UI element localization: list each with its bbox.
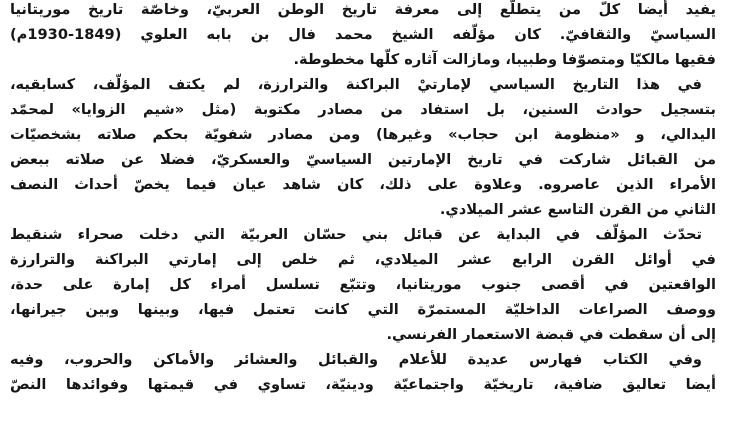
text-line: من القبائل شاركت في تاريخ الإمارتين السياسيّ والعسكريّ، فضلا عن صلاته ببعض <box>10 151 716 168</box>
text-line: أيضا تعاليق ضافية، تاريخيّة واجتماعيّة ودينيّة، تساوي في قيمتها وفوائدها النصّ <box>10 376 716 393</box>
text-line: في أوائل القرن الرابع عشر الميلادي، ثم خلص إلى إمارتي البراكنة والترارزة <box>10 251 716 268</box>
text-line: إلى أن سقطت في قبضة الاستعمار الفرنسي. <box>386 326 716 343</box>
text-line: ووصف الصراعات الداخليّة المستمرّة التي كانت تعتمل فيها، وبينها وبين جيرانها، <box>10 301 716 318</box>
text-line: وفي الكتاب فهارس عديدة للأعلام والقبائل والعشائر والأماكن والحروب، وفيه <box>10 351 702 368</box>
paragraph-1 <box>10 0 716 72</box>
paragraph-3 <box>10 222 716 347</box>
text-line: الأمراء الذين عاصروه. وعلاوة على ذلك، كان شاهد عيان فيما يخصّ أحداث النصف <box>10 176 716 193</box>
text-line: بتسجيل حوادث السنين، بل استفاد من مصادر مكتوبة (مثل «شيم الزوايا» لمحمّد <box>10 101 716 118</box>
body-text <box>10 0 716 397</box>
text-line: تحدّث المؤلّف في البداية عن قبائل بني حسّان العربيّة التي دخلت صحراء شنقيط <box>10 226 702 243</box>
text-line: الثاني من القرن التاسع عشر الميلادي. <box>439 201 716 218</box>
text-line: اليدالي، و «منظومة ابن حجاب» وغيرها) ومن مصادر شفويّة بحكم صلاته بشخصيّات <box>10 126 716 143</box>
text-line: يفيد أيضا كلّ من يتطلّع إلى معرفة تاريخ الوطن العربيّ، وخاصّة تاريخ موريتانيا <box>10 1 716 18</box>
text-line: السياسيّ والثقافيّ. كان مؤلّفه الشيخ محمد فال بن بابه العلوي (1849-1930م) <box>10 26 716 43</box>
paragraph-2 <box>10 72 716 222</box>
text-line: في هذا التاريخ السياسي لإمارتيْ البراكنة والترارزة، لم يكتف المؤلّف، كسابقيه، <box>10 76 702 93</box>
paragraph-4 <box>10 347 716 397</box>
text-line: الواقعتين في أقصى جنوب موريتانيا، وتتبّع تسلسل أمراء كل إمارة على حدة، <box>10 276 716 293</box>
text-line: فقيها مالكيّا ومتصوّفا وطبيبا، ومازالت آثاره كلّها مخطوطة. <box>293 51 716 68</box>
